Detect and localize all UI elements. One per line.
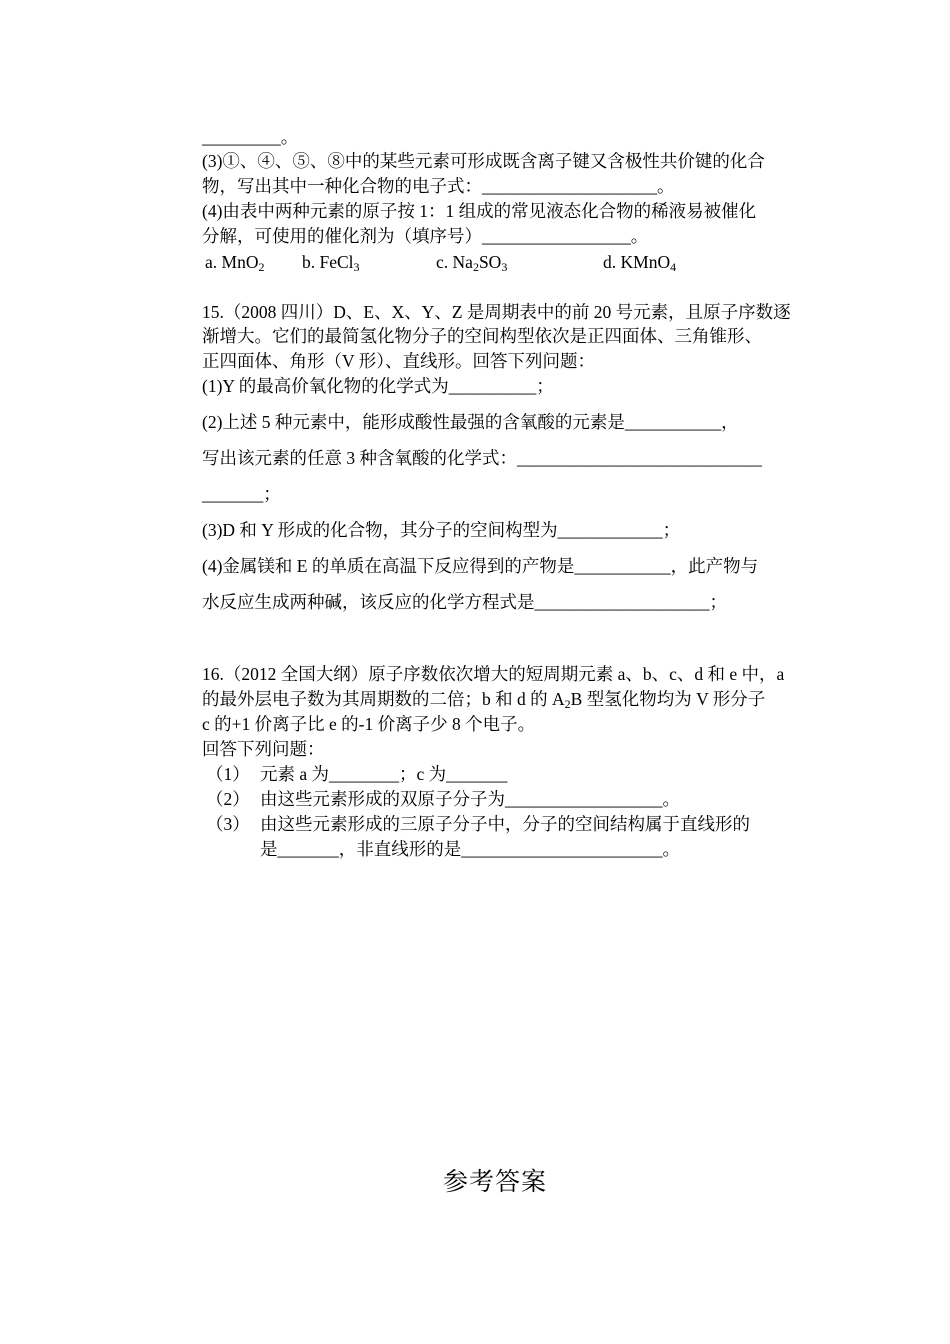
q15-line-6: 写出该元素的任意 3 种含氧酸的化学式：____________________________: [202, 448, 762, 468]
q14-option-a: a. MnO$_2$: [205, 252, 265, 274]
q16-line-1: 16.（2012 全国大纲）原子序数依次增大的短周期元素 a、b、c、d 和 e 中，a: [202, 664, 785, 684]
q15-line-5: (2)上述 5 种元素中，能形成酸性最强的含氧酸的元素是___________，: [202, 412, 739, 432]
q15-line-3: 正四面体、角形（V 形）、直线形。回答下列问题：: [202, 351, 595, 371]
q15-line-2: 渐增大。它们的最简氢化物分子的空间构型依次是正四面体、三角锥形、: [202, 326, 762, 346]
q16-item-3-text: 由这些元素形成的三原子分子中，分子的空间结构属于直线形的: [260, 814, 750, 834]
answer-section-title: 参考答案: [442, 1169, 547, 1196]
q15-line-7: _______；: [202, 484, 281, 504]
q16-item-2-text: 由这些元素形成的双原子分子为__________________。: [260, 789, 680, 809]
q16-item-2-number: （2）: [206, 789, 250, 809]
q15-line-8: (3)D 和 Y 形成的化合物，其分子的空间构型为____________；: [202, 520, 681, 540]
q14-line-4: 分解，可使用的催化剂为（填序号）_________________。: [202, 226, 649, 246]
q14-option-c: c. $Na_2SO_3$: [436, 252, 508, 274]
q16-item-3-number: （3）: [206, 814, 250, 834]
q14-line-0: _________。: [202, 127, 299, 147]
q16-line-3: c 的+1 价离子比 e 的-1 价离子少 8 个电子。: [202, 714, 536, 734]
q16-line-4: 回答下列问题：: [202, 739, 325, 759]
q16-item-3-text-cont: 是_______，非直线形的是_______________________。: [260, 839, 680, 859]
q16-item-1-text: 元素 a 为________；c 为_______: [260, 764, 508, 784]
q14-line-2: 物，写出其中一种化合物的电子式：____________________。: [202, 176, 675, 196]
q14-option-d: d. KMnO$_4$: [603, 252, 677, 274]
q15-line-4: (1)Y 的最高价氧化物的化学式为__________；: [202, 376, 554, 396]
q14-line-1: (3)①、④、⑤、⑧中的某些元素可形成既含离子键又含极性共价键的化合: [202, 151, 765, 171]
q14-option-b: b. FeCl$_3$: [302, 252, 360, 274]
q16-line-2: 的最外层电子数为其周期数的二倍；b 和 d 的 $A_2B$ 型氢化物均为 V 形分子: [202, 689, 766, 711]
q15-line-10: 水反应生成两种碱，该反应的化学方程式是____________________；: [202, 592, 727, 612]
q15-line-9: (4)金属镁和 E 的单质在高温下反应得到的产物是___________，此产物与: [202, 556, 759, 576]
q16-item-1-number: （1）: [206, 764, 250, 784]
q14-line-3: (4)由表中两种元素的原子按 1：1 组成的常见液态化合物的稀液易被催化: [202, 201, 757, 221]
q15-line-1: 15.（2008 四川）D、E、X、Y、Z 是周期表中的前 20 号元素，且原子序数逐: [202, 302, 791, 322]
